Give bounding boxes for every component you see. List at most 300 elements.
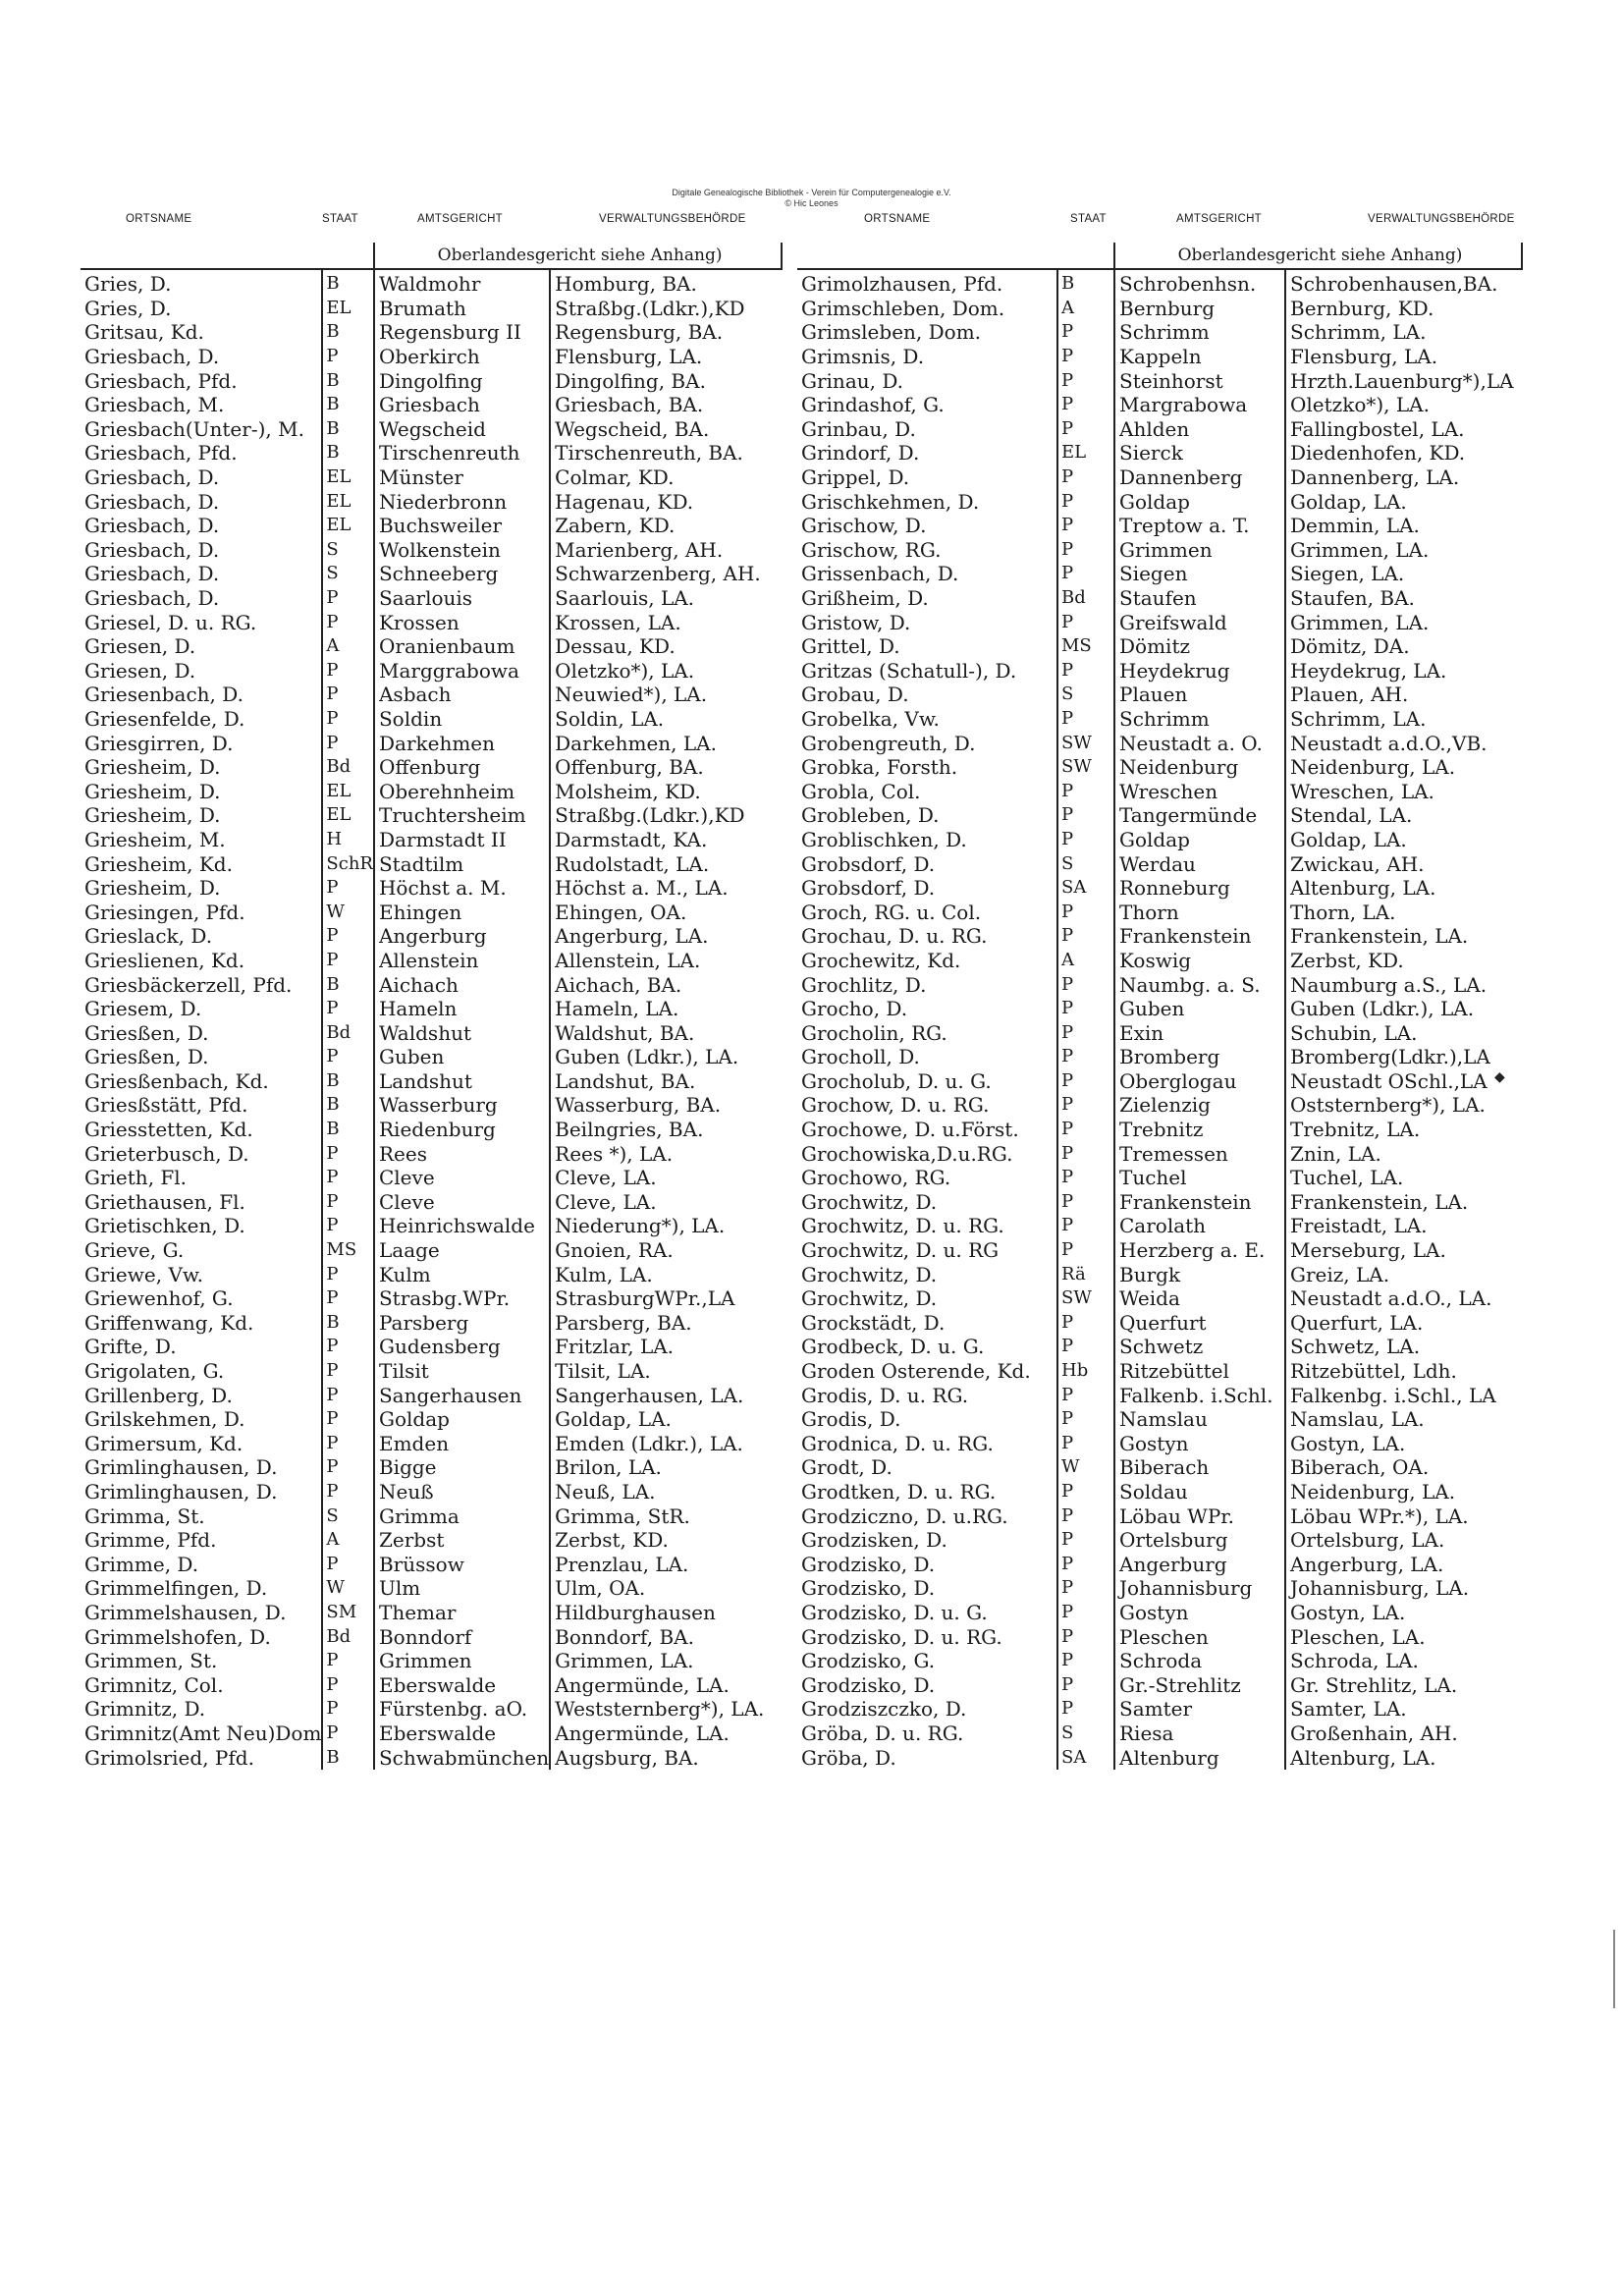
amtsgericht-cell: Goldap	[374, 1407, 550, 1432]
verwaltung-cell: Zabern, KD.	[550, 514, 782, 538]
left-table-row	[81, 489, 782, 514]
verwaltung-cell: Oletzko*), LA.	[550, 659, 782, 683]
ortsname-cell: Grifte, D.	[84, 1335, 177, 1359]
amtsgericht-cell: Treptow a. T.	[1114, 514, 1285, 538]
ortsname-cell: Grobla, Col.	[801, 779, 921, 803]
verwaltung-cell: Naumburg a.S., LA.	[1285, 972, 1522, 997]
verwaltung-cell: Molsheim, KD.	[550, 779, 782, 803]
verwaltung-cell: StrasburgWPr.,LA	[550, 1286, 782, 1311]
amtsgericht-cell: Burgk	[1114, 1262, 1285, 1286]
amtsgericht-cell: Stadtilm	[374, 851, 550, 876]
amtsgericht-cell: Staufen	[1114, 586, 1285, 611]
amtsgericht-cell: Angerburg	[1114, 1552, 1285, 1576]
right-table-row	[797, 900, 1522, 924]
ortsname-cell: Griffenwang, Kd.	[84, 1310, 254, 1335]
verwaltung-cell: Darmstadt, KA.	[550, 828, 782, 852]
verwaltung-cell: Angermünde, LA.	[550, 1672, 782, 1697]
amtsgericht-cell: Biberach	[1114, 1455, 1285, 1480]
right-table-row	[797, 683, 1522, 707]
ortsname-cell: Griesem, D.	[84, 997, 202, 1021]
ortsname-cell: Griethausen, Fl.	[84, 1189, 245, 1214]
right-table-row	[797, 1093, 1522, 1118]
amtsgericht-cell: Oberkirch	[374, 345, 550, 369]
ortsname-cell: Griesgirren, D.	[84, 731, 234, 755]
amtsgericht-cell: Samter	[1114, 1697, 1285, 1722]
staat-cell: EL	[322, 803, 374, 828]
verwaltung-cell: Großenhain, AH.	[1285, 1722, 1522, 1746]
right-table-row	[797, 1069, 1522, 1094]
right-table-row	[797, 269, 1522, 297]
verwaltung-cell: Staufen, BA.	[1285, 586, 1522, 611]
right-table-row	[797, 1020, 1522, 1045]
ortsname-cell: Griewenhof, G.	[84, 1286, 234, 1311]
ink-dot-mark: ◆	[1494, 1069, 1505, 1085]
right-table-row	[797, 1624, 1522, 1649]
left-table-row	[81, 1020, 782, 1045]
ortsname-cell: Grimmelshausen, D.	[84, 1600, 287, 1624]
ortsname-cell: Grodziszczko, D.	[801, 1697, 967, 1722]
left-table-row	[81, 297, 782, 321]
staat-cell: P	[1057, 489, 1114, 514]
ortsname-cell: Grimersum, Kd.	[84, 1431, 243, 1455]
verwaltung-cell: Bernburg, KD.	[1285, 297, 1522, 321]
ortsname-cell: Griesßen, D.	[84, 1045, 209, 1069]
staat-cell: P	[322, 1335, 374, 1359]
ortsname-cell: Grodnica, D. u. RG.	[801, 1431, 994, 1455]
staat-cell: Bd	[322, 1624, 374, 1649]
right-table-row	[797, 1141, 1522, 1166]
verwaltung-cell: Schubin, LA.	[1285, 1020, 1522, 1045]
ortsname-cell: Grißheim, D.	[801, 586, 929, 611]
ortsname-cell: Grietischken, D.	[84, 1214, 245, 1238]
verwaltung-cell: Neuß, LA.	[550, 1480, 782, 1504]
amtsgericht-cell: Emden	[374, 1432, 550, 1456]
verwaltung-cell: Straßbg.(Ldkr.),KD	[550, 803, 782, 828]
staat-cell: P	[1057, 1020, 1114, 1045]
right-table-row	[797, 851, 1522, 876]
right-table-row	[797, 707, 1522, 732]
staat-cell: P	[1057, 1624, 1114, 1649]
ortsname-cell: Griesheim, M.	[84, 827, 226, 851]
left-table-row	[81, 1624, 782, 1649]
amtsgericht-cell: Brumath	[374, 297, 550, 321]
staat-cell: P	[1057, 1311, 1114, 1336]
library-attribution	[0, 188, 1623, 209]
verwaltung-cell: Namslau, LA.	[1285, 1407, 1522, 1432]
right-table-row	[797, 538, 1522, 563]
left-table-row	[81, 465, 782, 490]
verwaltung-cell: Neustadt OSchl.,LA	[1285, 1069, 1522, 1094]
amtsgericht-cell: Laage	[374, 1238, 550, 1263]
staat-cell: P	[1057, 1503, 1114, 1528]
staat-cell: P	[322, 1432, 374, 1456]
ortsname-cell: Grochlitz, D.	[801, 972, 927, 997]
right-table-row	[797, 803, 1522, 828]
ortsname-cell: Grindorf, D.	[801, 441, 920, 465]
staat-cell: P	[1057, 538, 1114, 563]
amtsgericht-cell: Buchsweiler	[374, 514, 550, 538]
ortsname-cell: Griesheim, D.	[84, 803, 221, 828]
left-table-row	[81, 755, 782, 780]
staat-cell: P	[1057, 562, 1114, 586]
ortsname-cell: Grodzisko, G.	[801, 1649, 936, 1673]
amtsgericht-cell: Guben	[374, 1045, 550, 1069]
ortsname-cell: Grimnitz, Col.	[84, 1672, 224, 1697]
verwaltung-cell: Dingolfing, BA.	[550, 368, 782, 393]
verwaltung-cell: Marienberg, AH.	[550, 538, 782, 563]
left-register-table	[81, 243, 783, 1770]
right-table-row	[797, 1214, 1522, 1238]
ortsname-cell: Griesenfelde, D.	[84, 706, 245, 731]
ortsname-cell: Grinbau, D.	[801, 416, 916, 441]
ortsname-cell: Grodzisko, D.	[801, 1576, 936, 1601]
ortsname-cell: Grieslack, D.	[84, 924, 213, 949]
left-table-row	[81, 1359, 782, 1384]
staat-cell: P	[1057, 1576, 1114, 1601]
amtsgericht-cell: Waldshut	[374, 1020, 550, 1045]
amtsgericht-cell: Tangermünde	[1114, 803, 1285, 828]
left-table-row	[81, 1552, 782, 1576]
left-table-row	[81, 972, 782, 997]
right-table-row	[797, 1528, 1522, 1553]
amtsgericht-cell: Dingolfing	[374, 368, 550, 393]
right-table-row	[797, 1455, 1522, 1480]
ortsname-cell: Grimmelshofen, D.	[84, 1624, 271, 1649]
right-table-row	[797, 924, 1522, 949]
right-table-row	[797, 1118, 1522, 1142]
amtsgericht-cell: Ronneburg	[1114, 876, 1285, 901]
verwaltung-cell: Stendal, LA.	[1285, 803, 1522, 828]
amtsgericht-cell: Riedenburg	[374, 1118, 550, 1142]
ortsname-cell: Grimmelfingen, D.	[84, 1576, 268, 1601]
ortsname-cell: Grodziczno, D. u.RG.	[801, 1503, 1008, 1528]
ortsname-cell: Grodbeck, D. u. G.	[801, 1335, 985, 1359]
left-table-row	[81, 828, 782, 852]
verwaltung-cell: Trebnitz, LA.	[1285, 1118, 1522, 1142]
verwaltung-cell: Sangerhausen, LA.	[550, 1383, 782, 1407]
left-table-row	[81, 659, 782, 683]
ortsname-cell: Grochau, D. u. RG.	[801, 924, 988, 949]
staat-cell: A	[322, 634, 374, 659]
staat-cell: B	[1057, 269, 1114, 297]
ortsname-cell: Griesbach, M.	[84, 393, 225, 417]
staat-cell: P	[322, 586, 374, 611]
right-table-row	[797, 1745, 1522, 1770]
left-table-row	[81, 1480, 782, 1504]
amtsgericht-cell: Goldap	[1114, 828, 1285, 852]
right-table-row	[797, 779, 1522, 803]
verwaltung-cell: Schwarzenberg, AH.	[550, 562, 782, 586]
verwaltung-cell: Siegen, LA.	[1285, 562, 1522, 586]
staat-cell: P	[322, 1141, 374, 1166]
verwaltung-cell: Dömitz, DA.	[1285, 634, 1522, 659]
amtsgericht-cell: Pleschen	[1114, 1624, 1285, 1649]
left-table-row	[81, 1093, 782, 1118]
staat-cell: P	[1057, 514, 1114, 538]
ortsname-cell: Griesbach, D.	[84, 345, 220, 369]
right-subheader: Oberlandesgericht siehe Anhang)	[1114, 243, 1522, 269]
verwaltung-cell: Grimmen, LA.	[1285, 538, 1522, 563]
right-table-row	[797, 562, 1522, 586]
ortsname-cell: Grodzisko, D.	[801, 1672, 936, 1697]
amtsgericht-cell: Soldin	[374, 707, 550, 732]
left-table-row	[81, 924, 782, 949]
verwaltung-cell: Neustadt a.d.O., LA.	[1285, 1286, 1522, 1311]
staat-cell: P	[1057, 1649, 1114, 1673]
amtsgericht-cell: Griesbach	[374, 393, 550, 417]
staat-cell: P	[322, 1407, 374, 1432]
verwaltung-cell: Schrimm, LA.	[1285, 707, 1522, 732]
ortsname-cell: Groden Osterende, Kd.	[801, 1359, 1031, 1384]
verwaltung-cell: Krossen, LA.	[550, 610, 782, 634]
right-table-row	[797, 755, 1522, 780]
verwaltung-cell: Ulm, OA.	[550, 1576, 782, 1601]
right-table-row	[797, 1286, 1522, 1311]
left-table-row	[81, 949, 782, 973]
staat-cell: P	[1057, 1601, 1114, 1625]
staat-cell: P	[322, 1383, 374, 1407]
verwaltung-cell: Gnoien, RA.	[550, 1238, 782, 1263]
right-table-row	[797, 1552, 1522, 1576]
verwaltung-cell: Diedenhofen, KD.	[1285, 441, 1522, 465]
verwaltung-cell: Grimmen, LA.	[1285, 610, 1522, 634]
verwaltung-cell: Falkenbg. i.Schl., LA	[1285, 1383, 1522, 1407]
verwaltung-cell: Goldap, LA.	[1285, 489, 1522, 514]
left-subheader: Oberlandesgericht siehe Anhang)	[374, 243, 782, 269]
amtsgericht-cell: Oberglogau	[1114, 1069, 1285, 1094]
verwaltung-cell: Allenstein, LA.	[550, 949, 782, 973]
verwaltung-cell: Landshut, BA.	[550, 1069, 782, 1094]
verwaltung-cell: Prenzlau, LA.	[550, 1552, 782, 1576]
staat-cell: P	[1057, 1335, 1114, 1359]
verwaltung-cell: Goldap, LA.	[550, 1407, 782, 1432]
amtsgericht-cell: Falkenb. i.Schl.	[1114, 1383, 1285, 1407]
col-header-amtsgericht-left: AMTSGERICHT	[417, 213, 503, 225]
staat-cell: SA	[1057, 1745, 1114, 1770]
left-table-row	[81, 1383, 782, 1407]
verwaltung-cell: Schwetz, LA.	[1285, 1335, 1522, 1359]
ortsname-cell: Groblischken, D.	[801, 827, 967, 851]
amtsgericht-cell: Kappeln	[1114, 345, 1285, 369]
verwaltung-cell: Offenburg, BA.	[550, 755, 782, 780]
ortsname-cell: Grobengreuth, D.	[801, 731, 976, 755]
verwaltung-cell: Parsberg, BA.	[550, 1311, 782, 1336]
verwaltung-cell: Waldshut, BA.	[550, 1020, 782, 1045]
ortsname-cell: Grieslienen, Kd.	[84, 948, 245, 972]
ortsname-cell: Grimolsried, Pfd.	[84, 1745, 254, 1770]
left-table-row	[81, 269, 782, 297]
staat-cell: SW	[1057, 755, 1114, 780]
verwaltung-cell: Höchst a. M., LA.	[550, 876, 782, 901]
verwaltung-cell: Niederung*), LA.	[550, 1214, 782, 1238]
staat-cell: P	[1057, 393, 1114, 417]
staat-cell: P	[1057, 779, 1114, 803]
ortsname-cell: Griesstetten, Kd.	[84, 1118, 253, 1142]
amtsgericht-cell: Altenburg	[1114, 1745, 1285, 1770]
verwaltung-cell: Grimma, StR.	[550, 1503, 782, 1528]
staat-cell: P	[1057, 1432, 1114, 1456]
amtsgericht-cell: Aichach	[374, 972, 550, 997]
amtsgericht-cell: Zerbst	[374, 1528, 550, 1553]
verwaltung-cell: Gr. Strehlitz, LA.	[1285, 1672, 1522, 1697]
staat-cell: W	[322, 1576, 374, 1601]
staat-cell: P	[1057, 1407, 1114, 1432]
ortsname-cell: Gritsau, Kd.	[84, 320, 204, 345]
amtsgericht-cell: Ortelsburg	[1114, 1528, 1285, 1553]
ortsname-cell: Grobau, D.	[801, 683, 909, 707]
amtsgericht-cell: Truchtersheim	[374, 803, 550, 828]
amtsgericht-cell: Grimmen	[374, 1649, 550, 1673]
ortsname-cell: Grodis, D.	[801, 1407, 901, 1432]
left-table-row	[81, 345, 782, 369]
verwaltung-cell: Fallingbostel, LA.	[1285, 417, 1522, 442]
verwaltung-cell: Bonndorf, BA.	[550, 1624, 782, 1649]
amtsgericht-cell: Oberehnheim	[374, 779, 550, 803]
staat-cell: P	[1057, 465, 1114, 490]
amtsgericht-cell: Strasbg.WPr.	[374, 1286, 550, 1311]
staat-cell: MS	[322, 1238, 374, 1263]
amtsgericht-cell: Thorn	[1114, 900, 1285, 924]
amtsgericht-cell: Darmstadt II	[374, 828, 550, 852]
staat-cell: P	[1057, 610, 1114, 634]
col-header-staat-right: STAAT	[1070, 213, 1107, 225]
staat-cell: A	[1057, 297, 1114, 321]
verwaltung-cell: Merseburg, LA.	[1285, 1238, 1522, 1263]
ortsname-cell: Grimnitz(Amt Neu)Dom	[84, 1721, 322, 1745]
verwaltung-cell: Schrobenhausen,BA.	[1285, 269, 1522, 297]
staat-cell: S	[1057, 683, 1114, 707]
verwaltung-cell: Bromberg(Ldkr.),LA	[1285, 1045, 1522, 1069]
staat-cell: P	[322, 731, 374, 755]
amtsgericht-cell: Marggrabowa	[374, 659, 550, 683]
left-table-row	[81, 1722, 782, 1746]
amtsgericht-cell: Steinhorst	[1114, 368, 1285, 393]
ortsname-cell: Griesheim, D.	[84, 876, 221, 901]
staat-cell: Rä	[1057, 1262, 1114, 1286]
amtsgericht-cell: Neuß	[374, 1480, 550, 1504]
amtsgericht-cell: Zielenzig	[1114, 1093, 1285, 1118]
staat-cell: P	[1057, 1552, 1114, 1576]
verwaltung-cell: Dannenberg, LA.	[1285, 465, 1522, 490]
verwaltung-cell: Dessau, KD.	[550, 634, 782, 659]
verwaltung-cell: Augsburg, BA.	[550, 1745, 782, 1770]
staat-cell: P	[1057, 1697, 1114, 1722]
right-table-row	[797, 828, 1522, 852]
left-table-row	[81, 320, 782, 345]
staat-cell: P	[322, 876, 374, 901]
left-table-row	[81, 1069, 782, 1094]
amtsgericht-cell: Oranienbaum	[374, 634, 550, 659]
staat-cell: S	[322, 538, 374, 563]
staat-cell: SchR	[322, 851, 374, 876]
staat-cell: EL	[322, 489, 374, 514]
amtsgericht-cell: Münster	[374, 465, 550, 490]
ortsname-cell: Grocholin, RG.	[801, 1020, 947, 1045]
ortsname-cell: Grodis, D. u. RG.	[801, 1383, 969, 1407]
left-table-row	[81, 610, 782, 634]
amtsgericht-cell: Bromberg	[1114, 1045, 1285, 1069]
verwaltung-cell: Fritzlar, LA.	[550, 1335, 782, 1359]
left-table-row	[81, 1672, 782, 1697]
verwaltung-cell: Darkehmen, LA.	[550, 731, 782, 755]
verwaltung-cell: Guben (Ldkr.), LA.	[550, 1045, 782, 1069]
col-header-verwaltung-right: VERWALTUNGSBEHÖRDE	[1368, 213, 1515, 225]
right-table-row	[797, 1503, 1522, 1528]
left-table-row	[81, 417, 782, 442]
staat-cell: P	[1057, 924, 1114, 949]
staat-cell: P	[1057, 1480, 1114, 1504]
ortsname-cell: Griesbach, D.	[84, 537, 220, 562]
left-table-row	[81, 514, 782, 538]
staat-cell: P	[322, 1697, 374, 1722]
verwaltung-cell: Flensburg, LA.	[550, 345, 782, 369]
ortsname-cell: Griesheim, D.	[84, 755, 221, 780]
right-table-row	[797, 1383, 1522, 1407]
ortsname-cell: Grimmen, St.	[84, 1649, 218, 1673]
left-table-row	[81, 1141, 782, 1166]
staat-cell: P	[1057, 1069, 1114, 1094]
left-table-row	[81, 634, 782, 659]
ortsname-cell: Groch, RG. u. Col.	[801, 900, 982, 924]
verwaltung-cell: Frankenstein, LA.	[1285, 924, 1522, 949]
amtsgericht-cell: Weida	[1114, 1286, 1285, 1311]
ortsname-cell: Grimschleben, Dom.	[801, 296, 1005, 320]
verwaltung-cell: Kulm, LA.	[550, 1262, 782, 1286]
left-table-row	[81, 1045, 782, 1069]
staat-cell: B	[322, 1311, 374, 1336]
left-table-row	[81, 1601, 782, 1625]
verwaltung-cell: Angerburg, LA.	[550, 924, 782, 949]
amtsgericht-cell: Krossen	[374, 610, 550, 634]
verwaltung-cell: Brilon, LA.	[550, 1455, 782, 1480]
staat-cell: SA	[1057, 876, 1114, 901]
verwaltung-cell: Homburg, BA.	[550, 269, 782, 297]
staat-cell: P	[322, 659, 374, 683]
ortsname-cell: Grieth, Fl.	[84, 1166, 188, 1190]
left-table-row	[81, 1649, 782, 1673]
ortsname-cell: Grissenbach, D.	[801, 562, 959, 586]
left-table-row	[81, 1166, 782, 1190]
staat-cell: P	[322, 1672, 374, 1697]
col-header-staat-left: STAAT	[322, 213, 358, 225]
amtsgericht-cell: Tirschenreuth	[374, 441, 550, 465]
amtsgericht-cell: Asbach	[374, 683, 550, 707]
ortsname-cell: Grobleben, D.	[801, 803, 940, 828]
ortsname-cell: Griesßenbach, Kd.	[84, 1068, 269, 1093]
verwaltung-cell: Soldin, LA.	[550, 707, 782, 732]
amtsgericht-cell: Naumbg. a. S.	[1114, 972, 1285, 997]
staat-cell: Bd	[322, 1020, 374, 1045]
ortsname-cell: Grobsdorf, D.	[801, 876, 936, 901]
amtsgericht-cell: Saarlouis	[374, 586, 550, 611]
right-register-table	[797, 243, 1523, 1770]
verwaltung-cell: Regensburg, BA.	[550, 320, 782, 345]
amtsgericht-cell: Offenburg	[374, 755, 550, 780]
staat-cell: P	[1057, 1528, 1114, 1553]
staat-cell: P	[1057, 1383, 1114, 1407]
staat-cell: P	[1057, 972, 1114, 997]
ortsname-cell: Grillenberg, D.	[84, 1383, 233, 1407]
amtsgericht-cell: Kulm	[374, 1262, 550, 1286]
ortsname-cell: Grochwitz, D.	[801, 1189, 938, 1214]
staat-cell: P	[1057, 1141, 1114, 1166]
staat-cell: P	[1057, 1190, 1114, 1215]
ortsname-cell: Grochewitz, Kd.	[801, 948, 961, 972]
ortsname-cell: Grippel, D.	[801, 465, 910, 490]
ortsname-cell: Gröba, D. u. RG.	[801, 1721, 964, 1745]
verwaltung-cell: Zerbst, KD.	[1285, 949, 1522, 973]
left-table-row	[81, 1118, 782, 1142]
